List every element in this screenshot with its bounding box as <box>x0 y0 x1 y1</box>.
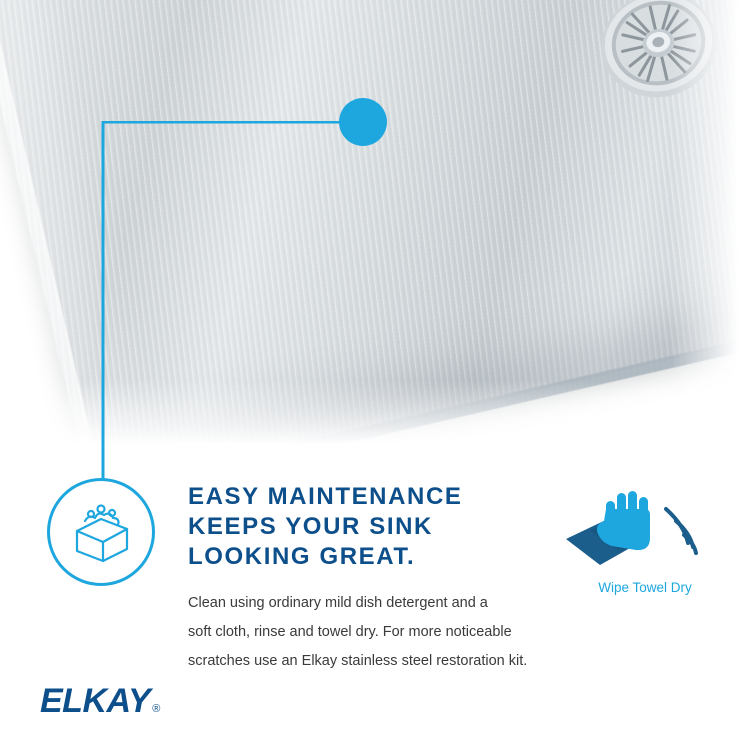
body-line-1: Clean using ordinary mild dish detergent and a <box>188 595 488 611</box>
headline-line-3: LOOKING GREAT. <box>188 543 416 570</box>
body-line-3: scratches use an Elkay stainless steel restoration kit. <box>188 653 528 669</box>
body-copy <box>188 589 560 676</box>
logo-text: ELKAY <box>40 682 151 720</box>
wipe-towel-caption: Wipe Towel Dry <box>598 580 692 595</box>
headline-line-2: KEEPS YOUR SINK <box>188 513 433 540</box>
sponge-badge <box>47 478 155 586</box>
headline-line-1: EASY MAINTENANCE <box>188 483 463 510</box>
sponge-icon <box>65 501 137 563</box>
body-line-2: soft cloth, rinse and towel dry. For more noticeable <box>188 624 512 640</box>
hand-wiping-towel-icon <box>560 487 720 583</box>
elkay-logo <box>40 682 161 720</box>
callout-dot-icon <box>339 98 387 146</box>
page-title <box>188 482 518 572</box>
callout-leader-line-icon <box>100 121 342 481</box>
logo-trademark: ® <box>152 703 161 715</box>
